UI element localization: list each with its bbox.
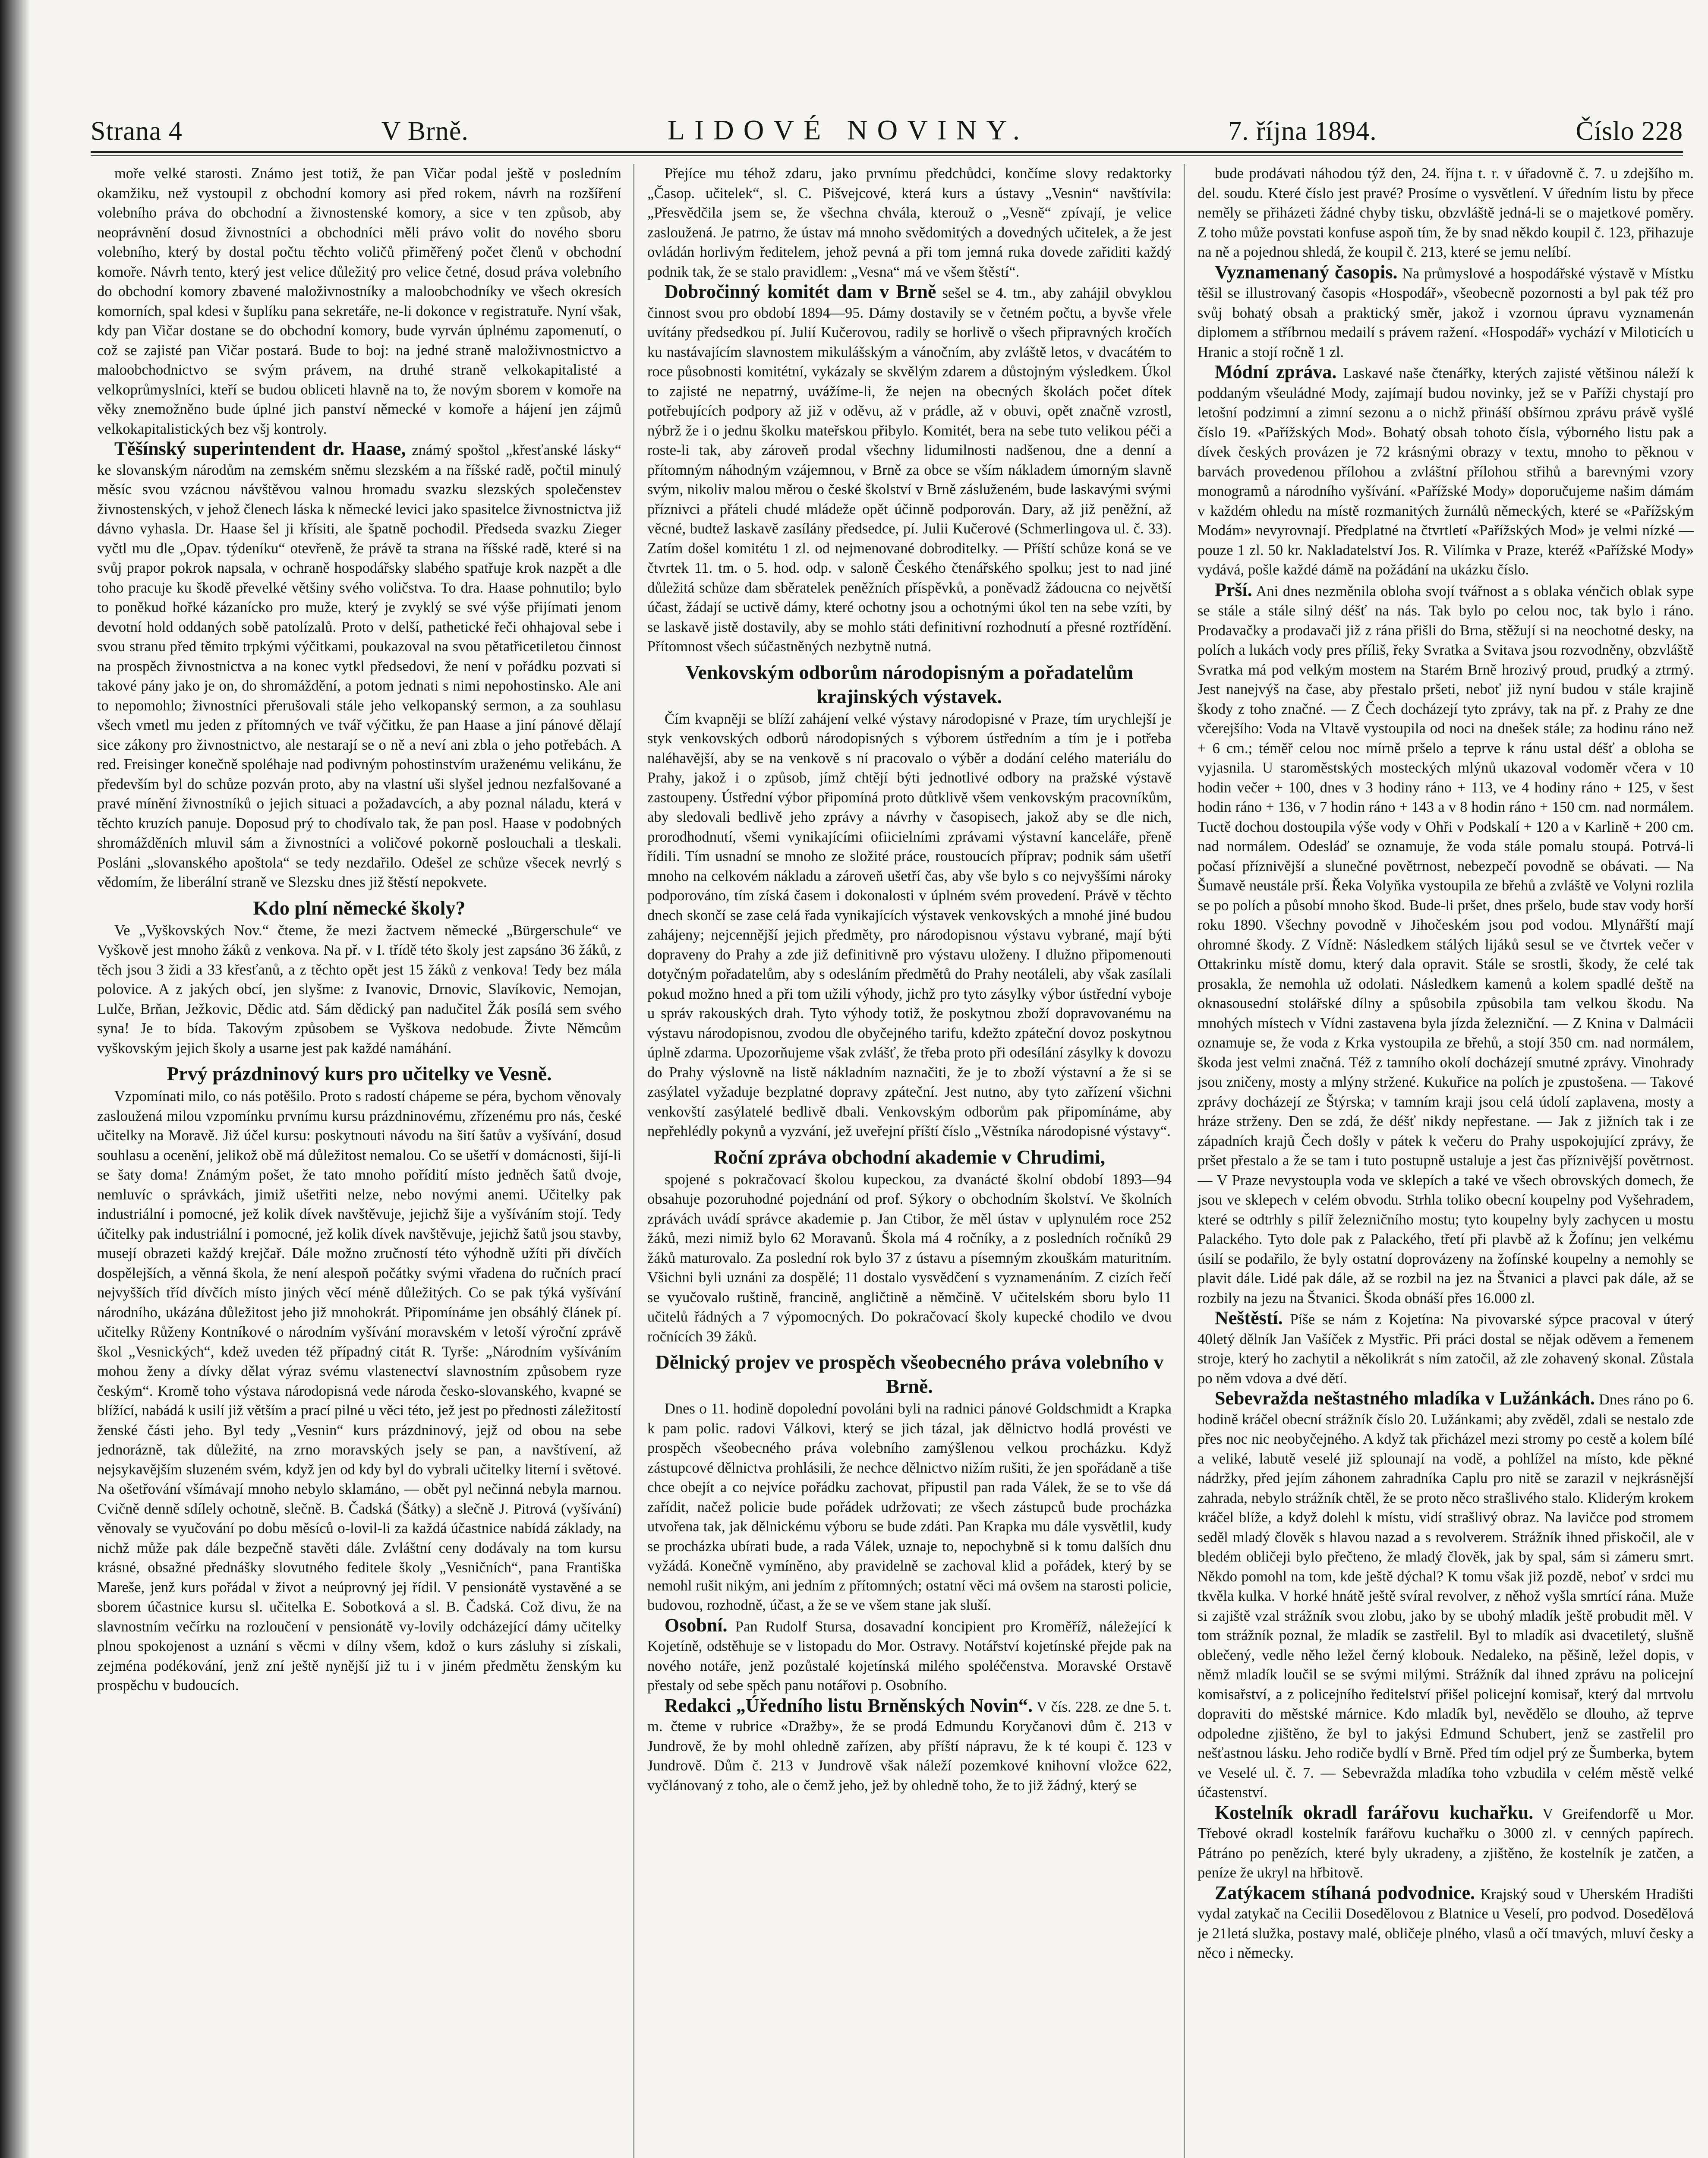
column-1: [97, 164, 621, 2158]
article-paragraph: [1197, 1308, 1694, 1388]
header-rule-thin: [91, 155, 1683, 156]
article-headline: Těšínský superintendent dr. Haase,: [114, 438, 406, 459]
article-headline: Prvý prázdninový kurs pro učitelky ve Vesně.: [167, 1063, 552, 1085]
article-headline: Prší.: [1215, 579, 1252, 600]
article-paragraph: spojené s pokračovací školou kupeckou, za dvanácté školní období 1893—94 obsahuje pozoruhodné pojednání od prof. Sýkory o obchodním školství. Ve školních zprávách uvádí správce akademie p. Jan Ctibor, že měl ústav v uplynulém roce 252 žáků, mezi nimiž bylo 62 Moravanů. Škola má 4 ročníky, a z posledních ročníků 29 žáků maturovalo. Za poslední rok bylo 37 z ústavu a písemným zkouškám maturitním. Všichni byli uznáni za dospělé; 11 dostalo vysvědčení s vyznamenáním. Z cizích řečí se vyučovalo ruštině, francině, angličtině a němčině. V učitelském sboru bylo 11 učitelů řádných a 7 výpomocných. Do pokračovací školy kupecké chodilo ve dvou ročnících 39 žáků.: [647, 1171, 1172, 1345]
article-paragraph: [1197, 262, 1694, 363]
article-paragraph: [647, 1696, 1172, 1796]
paper-title: LIDOVÉ NOVINY.: [667, 114, 1030, 146]
article-headline: Neštěstí.: [1215, 1307, 1283, 1328]
article-headline: Kostelník okradl farářovu kuchařku.: [1215, 1801, 1534, 1823]
article-paragraph: [647, 282, 1172, 657]
article-body: Ani dnes nezměnila obloha svojí tvářnost a s oblaka vénčich oblak sype se stále a stále silný déšť na nás. Tak bylo po celou noc, tak bylo i ráno. Prodavačky a prodavači již z rána přišli do Brna, stěžují si na neochotné desky, na polích a lukách vody pres příliš, řeky Svratka a Svitava jsou rozvodněny, obzvláště Svratka má pod velkým mostem na Starém Brně hrozivý proud, prudký a ztrmý. Jest nanejvýš na čase, aby přestalo pršeti, neboť již nyní budou v stále krajině škody z toho značné. — Z Čech docházejí tyto zprávy, tak na př. z Prahy ze dne včerejšího: Voda na Vltavě vystoupila od noci na dnešek stále; za hodinu ráno než + 6 cm.; téměř celou noc mírně pršelo a teprve k ránu ustal déšť a obloha se vyjasnila. U staroměstských mosteckých mlýnů ukazoval vodoměr včera v 10 hodin večer + 100, dnes v 3 hodiny ráno + 113, ve 4 hodiny ráno + 125, v šest hodin ráno + 136, v 7 hodin ráno + 143 a v 8 hodin ráno + 150 cm. nad normálem. Tuctě dochou dostoupila výše vody v Ohři v Podskalí + 120 a v Karlině + 200 cm. nad normálem. Odesláď se oznamuje, že voda stále pomalu stoupá. Potrvá-li počasí příznivější a slunečné povětrnost, nebezpečí povodně se obávati. — Na Šumavě neustále prší. Řeka Volyňka vystoupila ze břehů a zvláště ve Volyni rozlila se po polích a působí mnoho škod. Bude-li pršet, dnes pršelo, bude stav vody horší roku 1890. Všechny povodně v Jihočeském jsou pod vodou. Mlynářští mají ohromné škody. Z Vídně: Následkem stálých lijáků sesul se ve čtvrtek večer v Ottakrinku místě domu, který dala opravit. Stále se srostli, škody, že celé tak prosakla, že nemohla už odolati. Následkem kamenů a kolem spadlé deště na oknasousední stolářské dílny a spůsobila způsobila tam velkou škodu. Na mnohých místech v Vídni zastavena byla jízda železniční. — Z Knina v Dalmácii oznamuje se, že voda z Krka vystoupila ze břehů, a stojí 350 cm. nad normálem, škoda jest velmi značná. Též z tamního okolí docházejí smutné zprávy. Vinohrady jsou zničeny, mosty a mlýny stržené. Kukuřice na polích je zpustošena. — Takové zprávy docházejí ze Štýrska; v tamním kraji jsou celá údolí zaplavena, mosty a hráze strženy. Den se zdá, že déšť nikdy nepřestane. — Jak z jižních tak i ze západních krajů Čech došly v pátek k večeru do Prahy uspokojující zprávy, že pršet přestalo a že se tam i tuto postupně ustaluje a jest čas příznivější povětrnost. — V Praze nevystoupla voda ve sklepích a také ve všech obrovských domech, že jsou ve sklepech v celém obvodu. Strhla toliko obecní koupelny pod Vyšehradem, které se odtrhly s pilíř železničního mostu; tyto koupelny byly zachycen u mostu Palackého. Tyto dole pak z Palackého, třetí při plavbě až k Žofínu; jen velkému úsilí se podařilo, že byly ostatní doprovázeny na žofínské koupelny a nemohly se plavit dále. Lidé pak dále, až se rozbil na jez na Štvanici a plavci pak dále, až se rozbily na jezu na Štvanici. Škoda obnáší přes 16.000 zl.: [1197, 583, 1694, 1306]
column-3: [1197, 164, 1694, 2158]
article-paragraph: [1197, 362, 1694, 580]
header-rule: [91, 151, 1683, 153]
article-paragraph: [1197, 1883, 1694, 1963]
article-headline: Vyznamenaný časopis.: [1215, 261, 1398, 283]
article-paragraph: bude prodávati náhodou týž den, 24. října t. r. v úřadovně č. 7. u zdejšího m. del. soudu. Které číslo jest pravé? Prosíme o vysvětlení. V úředním listu by přece neměly se přiházeti žádné chyby tisku, obzvláště jedná-li se o majetkové poměry. Z toho může povstati konfuse aspoň tím, že by snad někdo koupil č. 123, přihazuje na ně a pojednou shledá, že koupil č. 213, které se jemu nelíbí.: [1197, 165, 1694, 260]
article-body: Laskavé naše čtenářky, kterých zajisté většinou náleží k poddaným všeuládné Mody, zajímají budou novinky, jež se v Paříži chystají pro letošní podzimní a zimní sezonu a o nichž přináší obšírnou zprávu právě vyšlé číslo 19. «Pařížských Mod». Bohatý obsah tohoto čísla, výborného listu pak a dívek českých provázen je 72 krásnými obrazy v textu, mnoho to pěknou v barvách provedenou přílohou a zvláštní přílohou střihů a barevnými vzory monogramů a národního vyšívání. «Pařížské Mody» doporučujeme našim dámám v každém ohledu na místě rozmanitých žurnálů německých, které se «Pařížským Modám» nevyrovnají. Předplatné na čtvrtletí «Pařížských Mod» je velmi nízké — pouze 1 zl. 50 kr. Nakladatelství Jos. R. Vilímka v Praze, kteréž «Pařížské Mody» vydává, pošle každé dámě na požádání na ukázku číslo.: [1197, 365, 1694, 578]
article-body: V čís. 228. ze dne 5. t. m. čteme v rubrice «Dražby», že se prodá Edmundu Koryčanovi dům č. 213 v Jundrově, že by mohl ohledně zařízen, aby příští nápravu, že k té koupi č. 123 v Jundrově. Dům č. 213 v Jundrově však náleží pozemkové knihovní vložce 622, vyčlánovaný z toho, ale o čemž jeho, jež by ohledně toho, že to již žádný, který se: [647, 1698, 1172, 1794]
article-paragraph: [1197, 1388, 1694, 1803]
article-paragraph: Přejíce mu téhož zdaru, jako prvnímu předchůdci, končíme slovy redaktorky „Časop. učitelek“, sl. C. Pišvejcové, která kurs a ústavy „Vesnin“ navštívila: „Přesvědčila jsem se, že všechna chvála, kterouž o „Vesně“ zpívají, je velice zasloužená. Je patrno, že ústav má mnoho svědomitých a dovedných učitelek, a že jest ovládán horlivým ředitelem, jehož pevná a při tom jemná ruka dovede zařiditi každý podnik tak, že se stalo pravidlem: „Vesna“ má ve všem štěstí“.: [647, 165, 1172, 280]
issue-number: Číslo 228: [1576, 117, 1683, 146]
article-headline: Zatýkacem stíhaná podvodnice.: [1215, 1882, 1475, 1903]
issue-date: 7. října 1894.: [1228, 117, 1377, 146]
article-paragraph: [647, 1615, 1172, 1696]
article-headline: Dělnický projev ve prospěch všeobecného práva volebního v Brně.: [655, 1351, 1164, 1397]
column-divider: [633, 164, 634, 2158]
article-body: Krajský soud v Uherském Hradišti vydal zatykač na Cecilii Dosedělovou z Blatnice u Veselí, pro podvod. Dosedělová je 21letá služka, postavy malé, obličeje plného, vlasů a očí tmavých, mluví česky a něco i německy.: [1197, 1886, 1694, 1961]
page-edge-shadow: [0, 0, 30, 2158]
article-body: V Greifendorfě u Mor. Třebové okradl kostelník farářovu kuchařku o 3000 zl. v cenných papírech. Pátráno po penězích, které byly ukradeny, a zjištěno, že kostelník je zatčen, a peníze že ukryl na hřbitově.: [1197, 1805, 1694, 1881]
column-2: [647, 164, 1172, 2158]
article-headline: Osobní.: [665, 1614, 728, 1636]
article-paragraph: Čím kvapněji se blíží zahájení velké výstavy národopisné v Praze, tím urychlejší je styk venkovských odborů národopisných s výborem ústředním a tím je i potřeba naléhavější, aby se na venkově s ní pracovalo o výběr a dodání celého materiálu do Prahy, jakož i o způsob, jímž chtějí býti jednotlivé odbory na pražské výstavě zastoupeny. Ústřední výbor připomíná proto důtklivě všem venkovským pracovníkům, aby sledovali bedlivě jeho zprávy a návrhy v časopisech, jakož aby se dle nich, prorodhodnutí, všemi vynikajícími ofiicielními zprávami výstavní kanceláře, přeně řídili. Tím usnadní se mnoho ze složité práce, roustoucích příprav; podnik sám ušetří mnoho na celkovém nákladu a zároveň ušetří čas, aby vše bylo s co nejvyššími nároky podporováno, tím získá časem i dokonalosti v úplném svém provedení. Právě v těchto dnech skončí se zase celá řada vynikajících výstavek venkovských a mnohé jiné budou zahájeny; nejcennější jejich předměty, pro národopisnou výstavu vybrané, mají býti dopraveny do Prahy a zde již definitivně pro výstavu uloženy. I dlužno připomenouti dotyčným pořadatelům, aby s odesláním předmětů do Prahy neotáleli, aby však zasílali pokud možno hned a při tom užili výhody, jichž pro tyto zásylky výbor ústřední vyboje u správ rakouských drah. Tyto výhody totiž, že poskytnou zboží dopravovanému na výstavu národopisnou, zvodou dle obyčejného tarifu, kdežto zpáteční dovoz poskytnou úplně zdarma. Upozorňujeme však zvlášť, že třeba proto při odesílání zásylky k dovozu do Prahy výslovně na listě nákladním naznačiti, že je to zboží výstavní a že si se zasýlatel vyžaduje bezplatné dopravy zpáteční. Jest nutno, aby tyto zařízení všichni venkovští zasýlatelé bedlivě dbali. Venkovským odborům pak připomínáme, aby nepřehlédly pokynů a vyzvání, jež uveřejní příští číslo „Věstníka národopisné výstavy“.: [647, 710, 1172, 1139]
article-headline: Kdo plní německé školy?: [253, 896, 466, 919]
article-paragraph: Dnes o 11. hodině dopolední povoláni byli na radnici pánové Goldschmidt a Krapka k pam polic. radovi Válkovi, který se jich tázal, jak dělnictvo hodlá provésti ve prospěch všeobecného práva volebního zamýšlenou velkou procházku. Když zástupcové dělnictva prohlásili, že nechce dělnictvo nižím rušiti, že jen spořádaně a tiše chce obejít a co nejvíce pořádku zachovat, připustil pan rada Válek, že se to vše dá zařídit, načež policie bude pořádek udržovati; ze všech zástupců bude procházka utvořena tak, jak dělnickému výboru se bude zdáti. Pan Krapka mu dále vysvětlil, kudy se procházka ubírati bude, a rada Válek, uznaje to, nepochybně si k tomu dalších dnu vyžádá. Konečně vymíněno, aby pravidelně se zachoval klid a pořádek, který by se nemohl rušit nikým, ani jedním z přítomných; ostatní věci má ovšem na starosti policie, budovou, rozhodně, účast, a že se ve všem stane jak sluší.: [647, 1401, 1172, 1613]
article-paragraph: Vzpomínati milo, co nás potěšilo. Proto s radostí chápeme se péra, bychom věnovaly zasloužená milou vzpomínku prvnímu kursu prázdninovému, zřízenému pro nás, české učitelky na Moravě. Již účel kursu: poskytnouti návodu na šití šatův a vyšívání, dosud souhlasu a ocenění, jelikož obě má důležitost nemalou. Co se ušetří v domácnosti, šijí-li se šaty doma! Známým pošet, že tato mnoho pořídití místo jedněch šatů dvoje, nemluvíc o správkách, jimiž ušetřiti nelze, nebo novými anemi. Učitelky pak industriální i pomocné, jež kolik dívek navštěvuje, jejichž šije a vyšíváním stojí. Tedy účitelky pak industriální i pomocné, jež kolik dívek navštěvuje, jejichž šatů jsou stavby, musejí obrazeti každý krejčař. Dále možno zručností této výhodně užíti při dívčích dospělejších, a věnná škola, že není alespoň počátky svými vřadena do ručních prací nejvyšších tříd dívčích místo jiných věcí méně důležitých. Co se pak týká vyšívání národního, ukázána důležitost jeho již mnohokrát. Připomínáme jen obsáhlý článek pí. učitelky Růženy Kontníkové o národním vyšívání moravském v letoší výroční zprávě škol „Vesnických“, kdež uveden též případný citát R. Tyrše: „Národním vyšíváním mohou ženy a dívky dělat výraz svému vlastenectví slavnostním způsobem ryze českým“. Kromě toho výstava národopisná vede národa česko-slovanského, kvapné se blížící, nabádá k usilí již větším a prací pilné u věci této, jež jest po přednosti záležitostí ženské části jeho. Byl tedy „Vesnin“ kurs prázdninový, jejž od obou na sebe jednorázně, tak důležité, na zrno moravských jsely se pan, a navštívení, až nejsykavějším sluzeném svém, když jen od kdy byl do vybrali učitelky literní i světové. Na ošetřování všímávají mnoho nebylo sklamáno, — obět pyl nečinná nebyla marnou. Cvičně denně sdílely ochotně, slečně. B. Čadská (Šátky) a slečně J. Pitrová (vyšívání) věnovaly se vyučování po dobu měsíců o-lovil-li za každá účastnice nabídá základy, na nichž může pak dále bezpečně stavěti dále. Zvláštní ceny dodávaly na tom kursu krásné, obsažné přednášky slovutného feditele školy „Vesničních“, pana Františka Mareše, jenž kurs pořádal v život a neúprovný jej řídil. V pensionátě vystavěné a se sborem účastnice kursu sl. učitelka E. Sobotková a sl. B. Čadská. Což divu, že na slavnostním večírku na rozloučení v pensionátě vy-lovily odcházející dámy učitelky plnou spokojenost a uznání s věcmi v dílny všem, kdož o kurs zásluhy si získali, zejména podékování, jenž zní ještě nynější již tu i v jiném předmětu ženským ku prospěchu v budoucích.: [97, 1088, 621, 1694]
article-headline: Venkovským odborům národopisným a pořadatelům krajinských výstavek.: [685, 661, 1134, 707]
city-label: V Brně.: [381, 117, 469, 146]
article-headline: Redakci „Úředního listu Brněnských Novin“.: [665, 1694, 1033, 1716]
article-paragraph: moře velké starosti. Známo jest totiž, že pan Vičar podal ještě v posledním okamžiku, než vystoupil z obchodní komory asi před rokem, návrh na rozšíření volebního práva do obchodní a živnostenské komory, a sice v ten způsob, aby neoprávnění dosud živnostníci a obchodníci měli právo volit do nového sboru volebního, který by dostal počtu těchto voličů přiměřený počet členů v obchodní komoře. Návrh tento, který jest velice důležitý pro velice četné, dosud práva volebního do obchodní komory zbavené maloživnostníky a maloobchodníky ve všech okresích komorních, spal kdesi v šuplíku pana sekretáře, ne-li dokonce v registratuře. Nyní však, kdy pan Vičar dostane se do obchodní komory, bude vyrván úplnému zapomenutí, o což se zajisté pan Vičar postará. Bude to boj: na jedné straně maloživnostnictvo a maloobchodnictvo se svým právem, na druhé straně velkokapitalisté a velkoprůmyslníci, kteří se budou obliceti hlavně na to, že novým sborem v komoře na věky znemožněno bude úplné jich panství německé v komoře a hájení jen zájmů velkokapitalistických bez všj kontroly.: [97, 165, 621, 437]
column-divider: [1184, 164, 1185, 2158]
article-body: známý spoštol „křesťanské lásky“ ke slovanským národům na zemském sněmu slezském a na říšské radě, počtil minulý měsíc svou vzácnou návštěvou valnou hromadu svazku slezských společenstev živnostenských, v jehož členech láska k německé levici jako spasitelce živnostnictva již dávno vyhasla. Dr. Haase šel ji křísiti, ale špatně pochodil. Předseda svazku Zieger vyčtl mu dle „Opav. týdeníku“ otevřeně, že právě ta strana na říšské radě, které si na svůj prapor pokrok napsala, v ochraně hospodářsky slabého spatřuje krok nazpět a dle toho pracuje ku škodě převelké většiny svého voličstva. To dra. Haase pohnutilo; bylo to poněkud hořké kázanícko pro muže, který je zvyklý se své výše přijímati jenom devotní hold oddaných sobě patolízalů. Proto v delší, pathetické řeči ohhajoval sebe i svou stranu před těmito trpkými výčitkami, poukazoval na svou pětatřicetiletou činnost na prospěch živnostnictva a na konec vytkl předsedovi, že není v pořádku pozvati si takové pány jako je on, do shromáždění, a potom jednati s nimi nepohostinsko. Ale ani to nepomohlo; živnostníci přerušovali stále jeho velkopanský sermon, a za souhlasu všech vmetl mu jeden z přítomných ve tvář výčitku, že pan Haase a jiní pánové dělají sice zákony pro živnostnictvo, ale nestarají se o ně a neví ani zbla o jeho potřebách. A red. Freisinger konečně spoléhaje nad podivným pohostinstvím uraženému velikánu, že především byl do schůze pozván proto, aby na vlastní uši slyšel jednou nezfalšované a pravé mínění živnostníků o jejich situaci a požadavcích, a aby poznal náladu, která v těchto kruzích panuje. Doposud prý to chodívalo tak, že pan posl. Haase v podobných shromážděních mluvil sám a živnostníci a voličové pokorně poslouchali a tleskali. Posláni „slovanského apoštola“ se tedy nezdařilo. Odešel ze schůze všecek nevrlý s vědomím, že liberální straně ve Slezsku dnes již štěstí nepokvete.: [97, 442, 621, 890]
article-body: Pan Rudolf Stursa, dosavadní koncipient pro Kroměříž, náležející k Kojetíně, odstěhuje se v listopadu do Mor. Ostravy. Notářství kojetínské přejde pak na nového notáře, jenž pozůstalé kojetínská milého spoléčenstva. Moravské Orstavě přestaly od sebe spěch panu notářovi p. Osobního.: [647, 1618, 1172, 1694]
article-headline: Dobročinný komitét dam v Brně: [665, 281, 936, 302]
page-label: Strana 4: [91, 117, 183, 146]
page-header: [91, 108, 1683, 147]
article-paragraph: [97, 439, 621, 893]
article-paragraph: [1197, 580, 1694, 1309]
article-body: Píše se nám z Kojetína: Na pivovarské sýpce pracoval v úterý 40letý dělník Jan Vašíček z Mystřic. Při práci dostal se nějak oděvem a řemenem stroje, který ho zachytil a několikrát s ním zatočil, až zle zohavený skonal. Zůstala po něm vdova a dvé dětí.: [1197, 1311, 1694, 1387]
article-paragraph: [1197, 1803, 1694, 1883]
article-body: Dnes ráno po 6. hodině kráčel obecní strážník číslo 20. Lužánkami; aby zvěděl, zdali se nestalo zde přes noc nic neobyčejného. A když tak přicházel mezi stromy po cestě a kolem bílé a veliké, labutě veselé již splounají na vodě, a pohlížel na místo, kde pěkné nádržky, před jejím záhonem zahradníka Caplu pro nitě se zarazil v nejkrásnější zahrada, nebylo strážník chtěl, že se proto něco strašlivého stalo. Kliderým krokem kráčel blíže, a když dolehl k místu, vidí strašlivý obraz. Na lavičce pod stromem seděl mladý člověk s hlavou nazad a s revolverem. Strážník ihned přiskočil, ale v bledém obličeji bylo přečteno, že mladý člověk, jak by spal, sám si zámeru smrt. Někdo pomohl na tom, kde ještě dýchal? K tomu však již pozdě, neboť v srdci mu tkvěla kulka. V horké hnátě ještě svíral revolver, z něhož vyšla smrtící rána. Muže si zajiště vzal strážník svou zlobu, jako by se ubohý mladík ještě probudit měl. V tom strážník poznal, že mladík se zastřelil. Byl to mladík asi dvacetiletý, slušně oblečený, vedle něho ležel černý klobouk. Nedaleko, na pěšině, ležel dopis, v němž mladík loučil se se svými milými. Strážník dal ihned zprávu na policejní komisařství, a z policejního ředitelství přišel policejní komisař, který dal mrtvolu dopraviti do městské márnice. Kdo mladík byl, nevědělo se dlouho, až teprve odpoledne zjištěno, že byl to jakýsi Edmund Schubert, jenž se zastřelil pro nešťastnou lásku. Jeho rodiče bydlí v Brně. Před tím odjel prý ze Šumberka, bytem ve Veselé ul. č. 7. — Sebevražda mladíka toho vzbudila v celém městě velké účastenství.: [1197, 1391, 1694, 1801]
article-paragraph: Ve „Vyškovských Nov.“ čteme, že mezi žactvem německé „Bürgerschule“ ve Vyškově jest mnoho žáků z venkova. Na př. v I. třídě této školy jest zapsáno 36 žáků, z těch jsou 3 židi a 33 křesťanů, a z těchto opět jest 15 žáků z venkova! Tedy bez mála polovice. A z jakých obcí, jen slyšme: z Ivanovic, Drnovic, Slavíkovic, Nemojan, Lulče, Brňan, Ježkovic, Dědic atd. Sám dědický pan nadučitel Žák posílá sem svého syna! Je to bída. Takovým způsobem se Vyškova nedobude. Živte Němcům vyškovským jejich školy a usarne jest pak každé namáhání.: [97, 922, 621, 1057]
article-body: Na průmyslové a hospodářské výstavě v Místku těšil se illustrovaný časopis «Hospodář», všeobecně pozornosti a byl pak též pro svůj bohatý obsah a praktický směr, jakož i vzornou úpravu vyznamenán diplomem a stříbrnou medailí s právem ražení. «Hospodář» vychází v Miloticích u Hranic a stojí ročně 1 zl.: [1197, 265, 1694, 360]
article-body: sešel se 4. tm., aby zahájil obvyklou činnost svou pro období 1894—95. Dámy dostavily se v četném počtu, a byvše vřele uvítány předsedkou pí. Julií Kučerovou, radily se horlivě o všech připravných kročích ku nastávajícím slavnostem mikulášským a vánočním, aby zvláště letos, v dvacátém to roce působnosti komitétní, vykázaly se skvělým zdarem a důstojným výsledkem. Úkol to zajisté ne nepatrný, uvážíme-li, že nejen na obecných školách počet dítek potřebujících podpory až již v oděvu, až v prádle, až v obuvi, opět značně vzrostl, nýbrž že i o jednu školku mateřskou přibylo. Komitét, bera na sebe tuto velikou péči a roste-li tak, aby zároveň prodal všechny lidumilnosti nadšenou, dne a denní a přítomným náhodným vzájemnou, v Brně za obce se vším nákladem úmorným slavně svým, nikoliv malou měrou o české školství v Brně zásluženém, bude laskavými svými příznivci a přáteli chudé mládeže opět účinně podporován. Dary, až již peněžní, až věcné, budtež laskavě zasílány předsedce, pí. Julii Kučerové (Schmerlingova ul. č. 33). Zatím došel komitétu 1 zl. od nejmenované dobroditelky. — Příští schůze koná se ve čtvrtek 11. tm. o 5. hod. odp. v saloně Českého čtenářského spolku; jest to nad jiné důležitá schůze dam sběratelek peněžních příspěvků, a poněvadž žádoucna co největší účast, žádají se uctivě dámy, které ochotny jsou a ochotnými úkol ten na sebe vzíti, by se laskavě jistě dostavily, aby se mohlo státi definitivní rozhodnutí a přesné roztřídění. Přítomnost všech súčastněných nezbytně nutná.: [647, 285, 1172, 655]
article-headline: Sebevražda neštastného mladíka v Lužánkách.: [1215, 1388, 1595, 1409]
article-headline: Módní zpráva.: [1215, 361, 1337, 382]
article-headline: Roční zpráva obchodní akademie v Chrudimi,: [713, 1145, 1106, 1168]
